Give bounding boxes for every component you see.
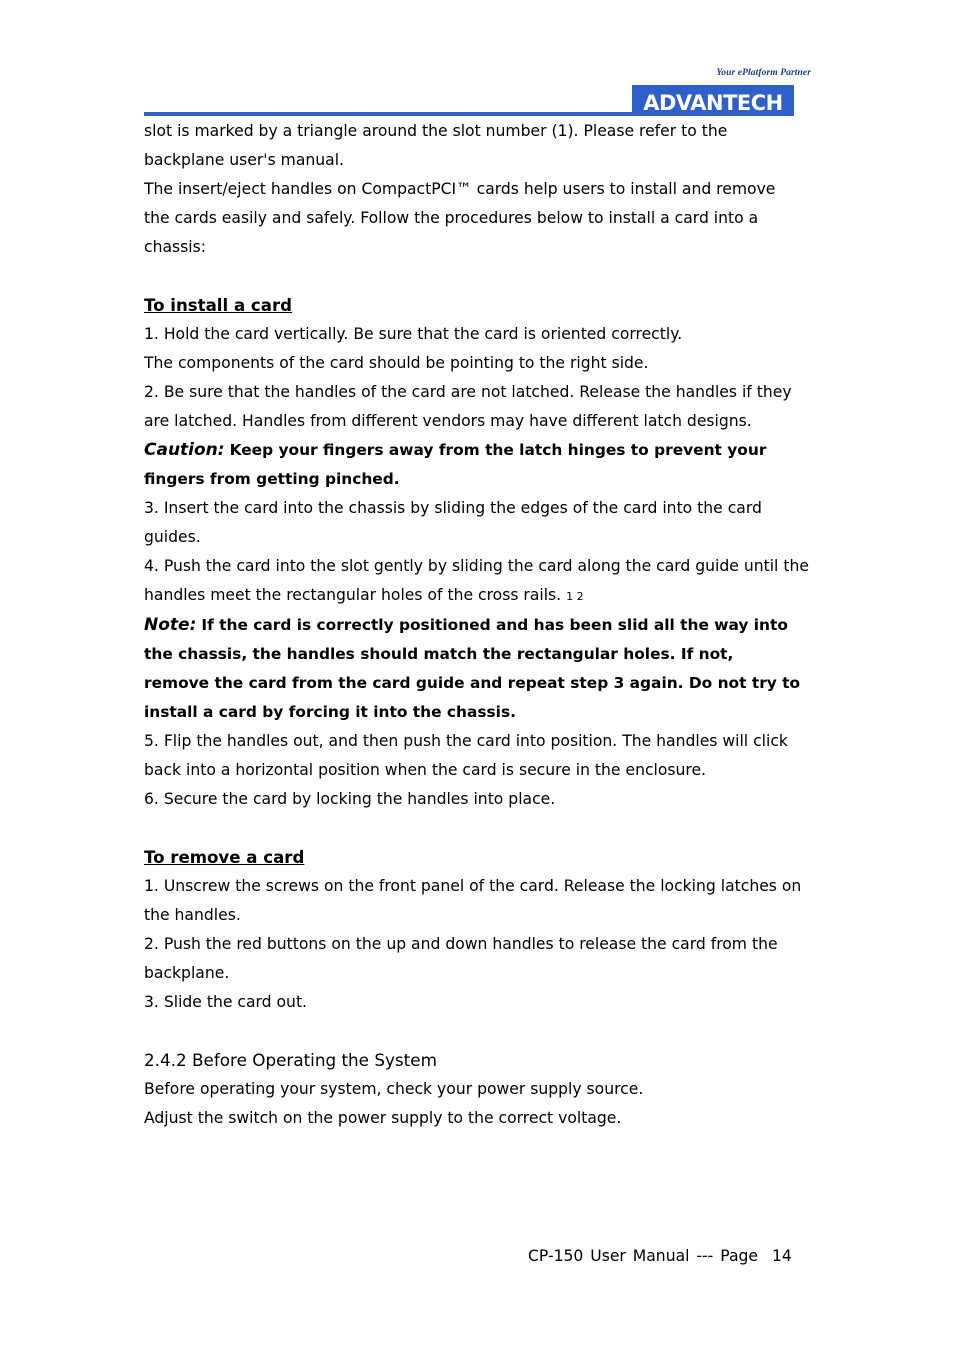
remove-line: the handles. xyxy=(144,906,241,924)
advantech-logo: ADVANTECH xyxy=(632,85,794,116)
footer-text: CP-150 User Manual --- Page xyxy=(528,1247,759,1265)
intro-line: slot is marked by a triangle around the slot number (1). Please refer to the xyxy=(144,122,728,140)
caution-text: Keep your fingers away from the latch hinges to prevent your xyxy=(229,441,767,459)
note-label: Note: xyxy=(144,615,197,635)
caution-text: fingers from getting pinched. xyxy=(144,470,400,488)
note-line xyxy=(144,640,816,669)
page-number: 14 xyxy=(771,1247,792,1265)
install-line: back into a horizontal position when the card is secure in the enclosure. xyxy=(144,761,707,779)
note-text: the chassis, the handles should match the rectangular holes. If not, xyxy=(144,645,734,663)
header-rule xyxy=(144,112,632,116)
caution-line xyxy=(144,465,816,494)
install-line: The components of the card should be pointing to the right side. xyxy=(144,354,649,372)
install-line: 2. Be sure that the handles of the card are not latched. Release the handles if they xyxy=(144,383,792,401)
section-heading: 2.4.2 Before Operating the System xyxy=(144,1050,437,1070)
step4-text: handles meet the rectangular holes of the cross rails. xyxy=(144,586,562,604)
install-line: 5. Flip the handles out, and then push the card into position. The handles will click xyxy=(144,732,788,750)
install-line: 1. Hold the card vertically. Be sure that the card is oriented correctly. xyxy=(144,325,683,343)
page-body xyxy=(144,117,816,1133)
remove-line: 1. Unscrew the screws on the front panel of the card. Release the locking latches on xyxy=(144,877,802,895)
step4-refs: 1 2 xyxy=(566,590,584,603)
note-text: If the card is correctly positioned and has been slid all the way into xyxy=(201,616,788,634)
install-line: 6. Secure the card by locking the handles into place. xyxy=(144,790,556,808)
before-line: Adjust the switch on the power supply to the correct voltage. xyxy=(144,1109,622,1127)
install-line: 4. Push the card into the slot gently by sliding the card along the card guide until the xyxy=(144,557,809,575)
note-text: remove the card from the card guide and repeat step 3 again. Do not try to xyxy=(144,674,801,692)
intro-line: chassis: xyxy=(144,238,206,256)
note-line xyxy=(144,698,816,727)
remove-line: backplane. xyxy=(144,964,230,982)
note-line xyxy=(144,669,816,698)
install-line: guides. xyxy=(144,528,201,546)
page-footer xyxy=(528,1247,792,1265)
intro-line: backplane user's manual. xyxy=(144,151,345,169)
remove-line: 2. Push the red buttons on the up and down handles to release the card from the xyxy=(144,935,778,953)
note-text: install a card by forcing it into the chassis. xyxy=(144,703,516,721)
remove-heading: To remove a card xyxy=(144,848,305,867)
caution-label: Caution: xyxy=(144,440,225,460)
install-line: are latched. Handles from different vendors may have different latch designs. xyxy=(144,412,752,430)
intro-line: The insert/eject handles on CompactPCI™ cards help users to install and remove xyxy=(144,180,776,198)
intro-line: the cards easily and safely. Follow the procedures below to install a card into a xyxy=(144,209,759,227)
caution-line xyxy=(144,436,816,465)
header-tagline: Your ePlatform Partner xyxy=(716,68,811,78)
install-line: 3. Insert the card into the chassis by sliding the edges of the card into the card xyxy=(144,499,762,517)
install-heading: To install a card xyxy=(144,296,293,315)
remove-line: 3. Slide the card out. xyxy=(144,993,308,1011)
note-line xyxy=(144,611,816,640)
before-line: Before operating your system, check your power supply source. xyxy=(144,1080,644,1098)
install-line xyxy=(144,581,816,611)
